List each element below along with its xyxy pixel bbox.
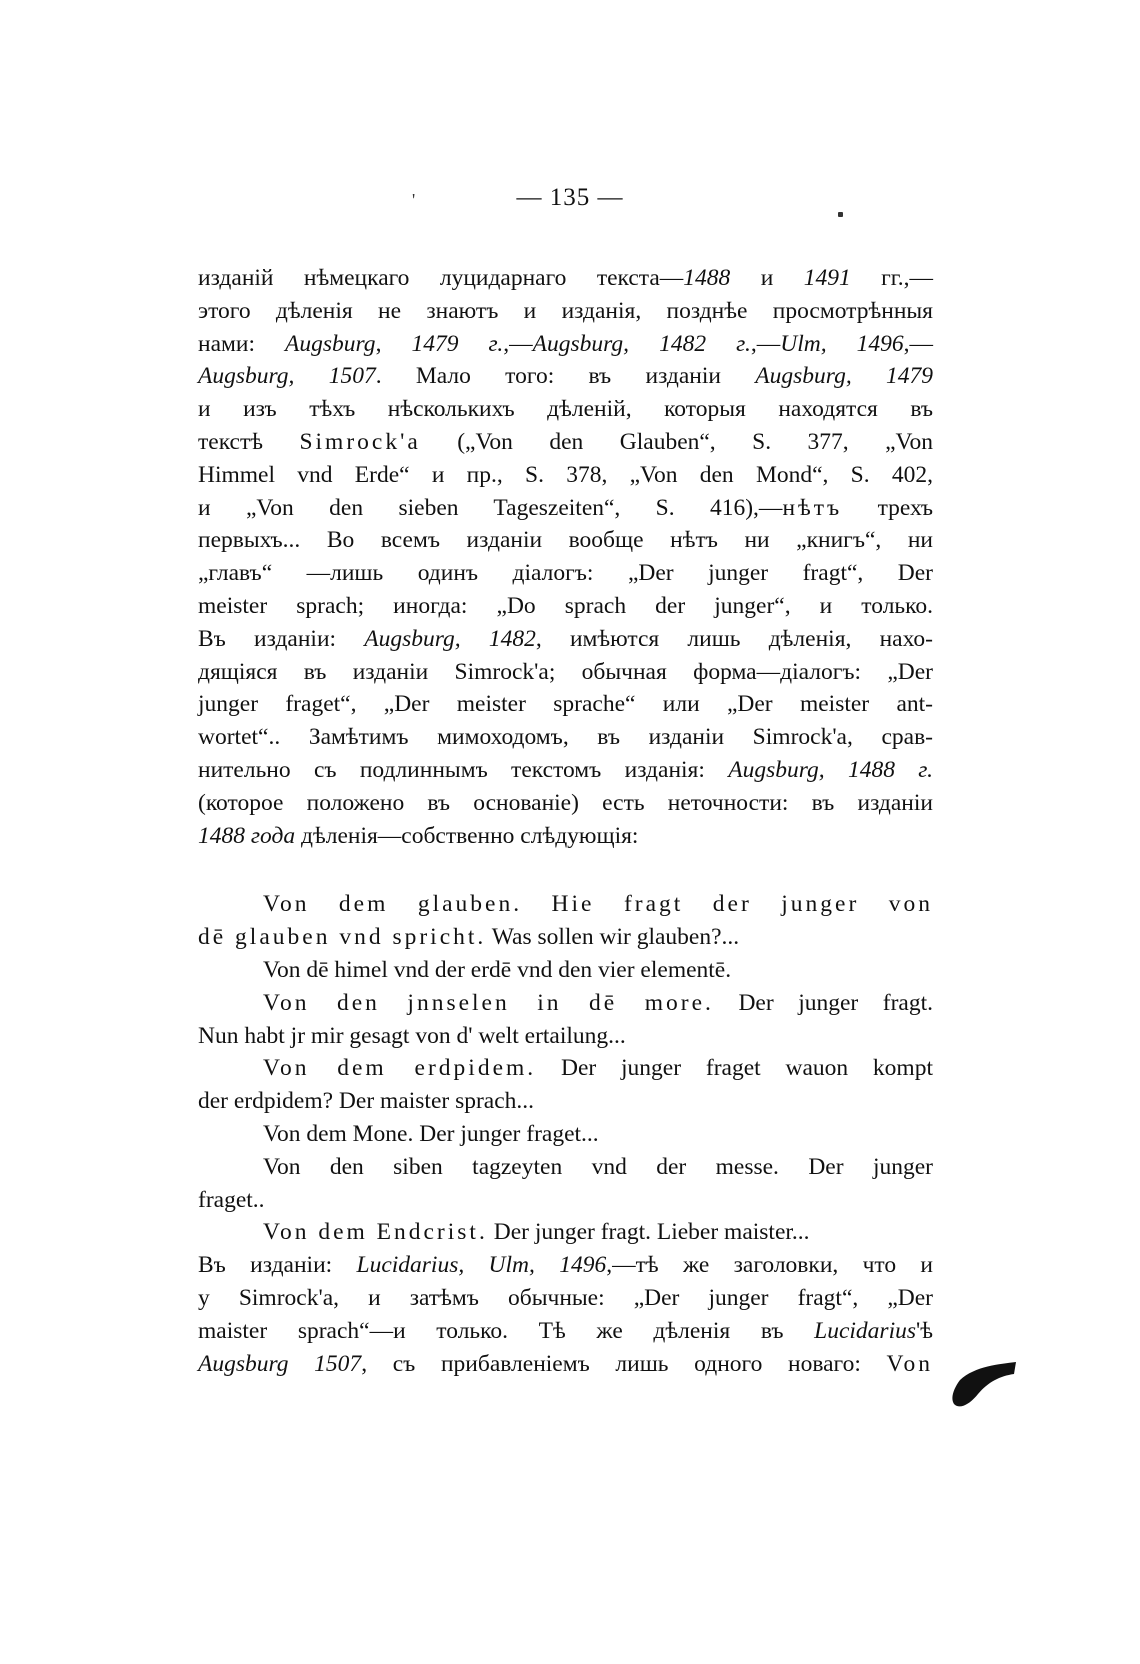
text-run: Von dē himel vnd der erdē vnd den vier elementē. [263,956,732,983]
text-line [198,787,933,820]
text-run: („Von den Glauben“, S. 377, „Von [420,428,933,455]
text-run: fraget.. [198,1186,265,1213]
text-line [198,1249,933,1282]
text-run: гг.,— [850,265,933,291]
page-body [198,262,933,1380]
text-run: Von dem Mone. Der junger fraget... [263,1120,599,1147]
text-run: Nun habt jr mir gesagt von d' welt ertailung... [198,1022,626,1049]
text-run: Der junger fragt. Lieber maister... [487,1219,810,1246]
quote-line [198,1118,933,1151]
text-run: 'ѣ [916,1317,933,1344]
italic-run: Augsburg, 1479 [755,363,933,390]
quote-line [198,1020,933,1053]
text-run: Der junger fraget wauon kompt [536,1055,933,1082]
text-line [198,524,933,557]
page-number: — 135 — [516,184,624,211]
text-run: Was sollen wir glauben?... [486,924,740,951]
text-run: дящiяся въ изданiи Simrock'a; обычная форма—дiалогъ: „Der [198,658,933,685]
italic-run: Augsburg, 1482 [364,625,536,652]
text-run: дѣленiя—собственно слѣдующiя: [295,822,639,849]
spaced-run: нѣтъ [782,494,843,521]
text-run: wortet“.. Замѣтимъ мимоходомъ, въ изданiи Simrock'a, срав- [198,724,933,751]
stray-tick-mark: ' [412,190,416,210]
text-line [198,295,933,328]
quote-line [198,987,933,1020]
text-run: ,— [503,330,533,357]
text-run: „главъ“ —лишь одинъ дiалогъ: „Der junger fragt“, Der [198,560,933,587]
text-run: maister sprach“—и только. Тѣ же дѣленiя въ [198,1317,815,1344]
quote-line [198,1151,933,1184]
text-run: и „Von den sieben Tageszeiten“, S. 416),— [198,494,783,521]
text-run: и изъ тѣхъ нѣсколькихъ дѣленiй, которыя находятся въ [198,396,933,423]
text-run: текстѣ [198,428,300,455]
spacer [198,852,933,888]
spaced-run: Von dem glauben. Hie fragt der junger von [263,891,933,918]
text-line [198,623,933,656]
text-line [198,754,933,787]
italic-run: Augsburg, 1482 г. [532,330,751,357]
italic-run: Ulm, 1496 [780,330,904,357]
spaced-run: Von dem Endcrist. [263,1219,488,1246]
text-run: , имѣются лишь дѣленiя, нахо- [535,625,934,652]
text-run: ,—тѣ же заголовки, что и [606,1252,934,1279]
italic-run: Augsburg 1507 [198,1350,362,1377]
italic-run: 1488 года [198,822,296,849]
spaced-run: dē glauben vnd spricht. [198,924,487,951]
text-run: Der junger fragt. [713,989,934,1016]
text-run: Въ изданiи: [198,1252,357,1279]
text-run: и [730,265,804,291]
text-run: junger fraget“, „Der meister sprache“ или „Der meister ant- [198,691,933,718]
text-line [198,1315,933,1348]
spaced-run: Von [886,1350,933,1377]
text-line [198,688,933,721]
italic-run: Augsburg, 1507 [198,363,376,390]
italic-run: 1491 [803,265,851,291]
text-line [198,492,933,525]
text-run: этого дѣленiя не знаютъ и изданiя, позднѣе просмотрѣнныя [198,297,933,324]
spaced-run: Simrock'a [299,428,421,455]
text-run: (которое положено въ основанiе) есть неточности: въ изданiи [198,789,933,816]
italic-run: 1479 г. [411,330,504,357]
text-line [198,393,933,426]
text-run: , съ прибавленiемъ лишь одного новаго: [361,1350,887,1377]
text-line [198,1282,933,1315]
text-run: первыхъ... Во всемъ изданiи вообще нѣтъ ни „книгъ“, ни [198,527,933,554]
text-line [198,360,933,393]
text-line [198,590,933,623]
text-run: Von den siben tagzeyten vnd der messe. Der junger [263,1153,933,1180]
spaced-run: Von dem erdpidem. [263,1055,537,1082]
text-line [198,820,933,853]
quote-line [198,1216,933,1249]
quote-line [198,1085,933,1118]
text-line [198,721,933,754]
text-line [198,557,933,590]
text-run: der erdpidem? Der maister sprach... [198,1088,535,1115]
text-run: изданiй нѣмецкаго луцидарнаго текста— [198,265,684,291]
quote-line [198,954,933,987]
quote-line [198,921,933,954]
italic-run: Augsburg [285,330,376,357]
text-line [198,262,933,295]
text-line [198,1348,933,1381]
italic-run: Lucidarius [814,1317,916,1344]
ink-smudge [950,1360,1020,1410]
text-run: нами: [198,330,286,357]
spaced-run: Von den jnnselen in dē more. [263,989,714,1016]
text-run: Въ изданiи: [198,625,365,652]
text-run: . Мало того: въ изданiи [375,363,756,390]
quote-line [198,888,933,921]
italic-run: 1488 [683,265,731,291]
text-run: у Simrock'a, и затѣмъ обычные: „Der junger fragt“, „Der [198,1284,933,1311]
text-run: Himmel vnd Erde“ и пр., S. 378, „Von den Mond“, S. 402, [198,461,933,488]
text-run: ,— [750,330,781,357]
text-run: ,— [903,330,933,357]
italic-run: Augsburg, 1488 г. [728,756,933,783]
quote-line [198,1184,933,1217]
text-run: нительно съ подлиннымъ текстомъ изданiя: [198,756,729,783]
stray-dot-mark [838,212,843,217]
italic-run: Lucidarius, Ulm, 1496 [356,1252,607,1279]
quote-line [198,1052,933,1085]
text-line [198,426,933,459]
text-line [198,459,933,492]
text-run: трехъ [842,494,933,521]
text-run: , [375,330,412,357]
text-line [198,328,933,361]
text-run: meister sprach; иногда: „Do sprach der junger“, и только. [198,592,933,619]
text-line [198,656,933,689]
